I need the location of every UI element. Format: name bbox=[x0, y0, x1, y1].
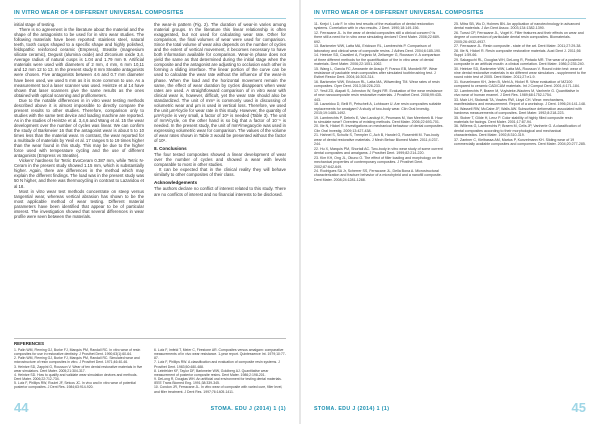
references-list-4 bbox=[454, 22, 586, 147]
reference-item: 28. Ilie N, Hickel R. Resin composite restorative materials. Aust Dent J. 2011;56 Suppl 1:59-66. bbox=[454, 48, 581, 58]
reference-item: 25. Mitra SB, Wu D, Holmes BN. An application of nanotechnology in advanced dental materials. J Am Dent Assoc. 2003;134:1382-1390. bbox=[454, 22, 580, 31]
reference-item: 32. Lambrechts P, Braem M, Vuylsteke-Wauters M, Vanherle G. Quantitative in vivo wear of human enamel. J Dent Res. 1989;68:1752-1754. bbox=[454, 88, 580, 98]
reference-item: 4. Heintze SD. How to qualify and validate wear simulation devices and methods. Dent Mater. 2006;22:712-734. bbox=[14, 372, 138, 382]
reference-item: 13. Barkmeier WW, Latta MA, Erickson RL, Lambrechts P. Comparison of laboratory and clinical wear of composite resins. J Adhes Dent. 2004;6:185-190. bbox=[314, 44, 442, 53]
reference-item: 11. Krejci I, Lutz F. In vitro test results of the evaluation of dental restoration systems. Correlation with in vivo results. J Dent. 1990;18:149-156. bbox=[314, 22, 434, 31]
reference-item: 21. Hahnel S, Schultz S, Trempler C, Ach B, Handel G, Rosentritt M. Two-body wear of dental restorative materials. J Mech Behav Biomed Mater. 2011;4:237-244. bbox=[314, 133, 440, 147]
reference-item: 1. Palin WM, Fleming GJ, Burke FJ, Marquis PM, Randall RC. In vitro wear of resin composites for use in restorative dentistry. J Prosthet Dent. 1990;63(1):60-64. bbox=[14, 348, 141, 357]
section-heading-acknowledgements: Acknowledgements bbox=[154, 180, 198, 186]
reference-item: 26. Turssi CP, Ferracane JL, Vogel K. Filler features and their effects on wear and degree of conversion of particulate dental resin composites. Biomaterials. 2005;26:4932-4937. bbox=[454, 30, 584, 44]
reference-item: 9. DeLong R, Douglas WH. An artificial oral environment for testing dental materials. IEEE Trans Biomed Eng. 1991;38:339-345. bbox=[154, 377, 282, 386]
reference-item: 29. Sakaguchi RL, Douglas WH, DeLong R, Pintado MR. The wear of a posterior composite in an artificial mouth: a clinical correlation. Dent Mater. 1986;2:235-240. bbox=[454, 57, 585, 67]
reference-item: 30. Heintze SD, Barkmeier WW, Latta MA, Rousson V. Round robin test: wear of nine dental restorative materials in six different wear simulators - supplement to the round robin test of 2005. Dent Mater. 2011;27:e1-9. bbox=[454, 66, 586, 80]
header-rule bbox=[14, 18, 286, 19]
reference-item: 37. Zantner C, Kielbassa AM, Martus P, Kunzelmann KH. Sliding wear of 19 commercially available composites and compomers. Dent Mater. 2004;20:277-285. bbox=[454, 137, 586, 147]
running-header: IN VITRO WEAR OF 4 DIFFERENT UNIVERSAL COMPOSITES bbox=[14, 10, 184, 16]
reference-item: 12. Ferracane JL. Is the wear of dental composites still a clinical concern? Is there still a need for in vitro wear simulating devices? Dent Mater. 2006;22:689-692. bbox=[314, 30, 441, 44]
body-column-1 bbox=[14, 22, 144, 219]
reference-item: 10. Condon JR, Ferracane JL. In vitro wear of composite with varied cure, filler level, and filler treatment. J Dent Res. 1997;76:1405-1411. bbox=[154, 385, 283, 394]
reference-item: 34. Wassell RW, McCabe JF, Walls AW. Subsurface deformation associated with hardness measurements of composites. Dent Mater. 1992;8:218-223. bbox=[454, 106, 582, 116]
paragraph: The authors declare no conflict of interest related to this study. There are no conflicts of interest and no financial interests to be disclosed. bbox=[154, 186, 286, 197]
journal-footer: STOMA. EDU J (2014) 1 (1) bbox=[210, 406, 286, 412]
page-number: 45 bbox=[571, 400, 586, 415]
reference-item: 24. Rodrigues SA Jr, Scherrer SS, Ferracane JL, Della Bona A. Microstructural characterization and fracture behavior of a microhybrid and a nanofill composite. Dent Mater. 2008;24:1281-1288. bbox=[314, 168, 442, 182]
paragraph: Vickers' hardness for Tetric EvoCeram 0.387 mm, while Tetric N-Ceram in the present study showed 1.15 mm, which is substantially higher. Again, there are differences in the method which may explain the different findings. The load was in the present study was 50 N higher, and there was thermocycling in contrast to Lazaridou et al 18. bbox=[14, 158, 144, 189]
reference-item: 35. Stober T, Gilde H, Lenz P. Color stability of highly filled composite resin materials for facings. Dent Mater. 2001;17:87-94. bbox=[454, 115, 573, 124]
reference-item: 14. Heintze SD, Cavalleri A, Forjanic M, Zellweger G, Rousson V. A comparison of three different methods for the quantification of the in vitro wear of dental materials. Dent Mater. 2006;22:1051-1062. bbox=[314, 53, 441, 67]
references-rule bbox=[14, 338, 286, 339]
reference-item: 33. Mair LH, Stolarski TA, Vowles RW, Lloyd CH. Wear: mechanisms, manifestations and measurement. Report of a workshop. J Dent. 1996;24:141-148. bbox=[454, 97, 586, 107]
paragraph: The four tested composites showed a linear development of wear over the number of cycles and showed a wear with levels comparable to most in other studies. bbox=[154, 152, 286, 168]
body-column-2 bbox=[154, 22, 286, 197]
paragraph: There is no agreement in the literature about the material and the shape of the antagonists to be used for in vitro wear studies. The following materials have been reported: stainless steel, natural teeth, tooth cusps shaped to a specific shape and highly polished, feldspathic reinforced ceramic (Empress), Steatite (magnesium silicate ceramic), Degusit (alumina oxide) and Zirconium oxide 3,4. Average radius of natural cusps is 1.04 and 1.79 mm 9. Artificial materials were used with diameters of 2 mm, 4 mm, 6 mm 10,11 and 12 mm 12 to 13. In the present study 8 mm Steatite antagonists were chosen. Five antagonists between 4.6 and 0.7 mm diameter have been used, we used 5 mm as it is more common to use. As a measurement tool a laser scanner was used. Heintze et al 14 have shown that laser scanners give the same results as the ones obtained with optical scanning and profilometers. bbox=[14, 27, 144, 98]
running-header: IN VITRO WEAR OF 4 DIFFERENT UNIVERSAL COMPOSITES bbox=[314, 10, 484, 16]
reference-item: 15. Wang L, Garcia FC, Amarante de Araujo P, Franco EB, Mondelli RF. Wear resistance of packable resin composites after simulated toothbrushing test. J Esthet Restor Dent. 2004;16:303-314. bbox=[314, 66, 438, 80]
reference-item: 17. Yesil ZD, Alapati S, Johnston W, Seghi RR. Evaluation of the wear resistance of new nanocomposite resin restorative materials. J Prosthet Dent. 2008;99:435-443. bbox=[314, 88, 443, 102]
reference-item: 36. Willems G, Lambrechts P, Braem M, Celis JP, Vanherle G. A classification of dental composites according to their morphological and mechanical characteristics. Dent Mater. 1992;8:310-319. bbox=[454, 124, 581, 138]
reference-item: 7. Lutz F, Phillips RW. A classification and evaluation of composite resin systems. J Prosthet Dent. 1983;50:480-488. bbox=[154, 360, 280, 369]
paragraph: the wear-in pattern (Fig. 2). The duration of wear-in varies among material groups. In the literature this linear relationship is often exaggerated, but not used for calculating wear rate. Other for comparison, the final volumes of wear were used for comparison. Since the total volume of wear also depends on the number of cycles and the extent of vertical movement, it becomes necessary to have both information available for comparison. Wear-in phase does not yield the same as that determined during the initial stage when the composite and the antagonist are adjusting to occlusion each other in forming a sliding interface. The linear portion of the curve can be used to calculate the wear rate without the influence of the wear-in phase. When the load and the horizontal movement remain the same, the effect of wear duration by cycles disappears when wear rates are used. A straightforward comparison of in vitro wear with clinical wear is, however, difficult, yet the wear rate should also be standardized. The unit of mm³ is commonly used in discussing of volumetric wear and µm is used in vertical loss. Therefore, we used the unit µm³/cycle for wear rate in this study. However, the quantity of µm³/cycle is very small, a factor of 10⁶ is needed (Table 3). The unit of mm³/cycle, on the other hand is so big that a factor of 10⁻⁶ is needed. In the present study, the unit of mm³/megacycle was used in expressing volumetric wear for comparison. The values of the volume of wear rates shown in Table 3 would be presented without the factor of 10⁶. bbox=[154, 22, 286, 144]
reference-item: 19. Lambrechts P, Debels E, Van Landuyt K, Peumans M, Van Meerbeek B. How to simulate wear? Overview of existing methods. Dent Mater. 2006;22:693-701. bbox=[314, 115, 443, 124]
paragraph: It can be expected that in the clinical reality they will behave similarly to other composites of their class. bbox=[154, 167, 286, 178]
reference-item: 16. Barkmeier WW, Erickson RL, Latta MA, Wilwerding TM. Wear rates of resin composites. Oper Dent. 2013;38:226-233. bbox=[314, 79, 440, 89]
reference-item: 31. Kunzelmann KH, Jelen B, Mehl A, Hickel R. Wear evaluation of MZ100 compared to ceramic CAD/CAM materials. Int J Comput Dent. 2001;4:171-184. bbox=[454, 79, 580, 89]
references-title: REFERENCES bbox=[14, 341, 45, 346]
reference-item: 22. Hu X, Marquis PM, Shortall AC. Two-body in vitro wear study of some current dental composites and amalgams. J Prosthet Dent. 1999;82:214-220. bbox=[314, 146, 443, 156]
reference-item: 2. Palin WM, Fleming GJ, Burke FJ, Marquis PM, Randall RC. Simulated wear and microstructure of resin composites in vitro. J Prosthet Dent. 1971;46:40-46. bbox=[14, 356, 140, 365]
journal-footer: STOMA. EDU J (2014) 1 (1) bbox=[314, 406, 390, 412]
paragraph: initial stage of testing. bbox=[14, 22, 56, 27]
reference-item: 3. Heintze SD, Zappini G, Rousson V. Wear of ten dental restorative materials in five wear simulators. Dent Mater. 2005;21:304-317. bbox=[14, 364, 143, 373]
reference-item: 8. Leinfelder KF, Taylor DF, Barkmeier WW, Goldberg AJ. Quantitative wear measurement of posterior composite resins. Dent Mater. 1986;2:198-201. bbox=[154, 368, 269, 377]
references-list-3 bbox=[314, 22, 444, 182]
section-heading-conclusions: 8. Conclusions bbox=[154, 146, 187, 152]
references-list-2 bbox=[154, 348, 286, 394]
right-page bbox=[300, 0, 600, 424]
paragraph: Due to the notable differences in in vitro wear testing methods described above it is almost impossible to directly compare the present results to other studies. Therefore, comparison only to studies with the same test device and loading machine are reported. As in the studies of Heintze et al. 3,4,6 and Wang et al. 15 the wear development over the number of cycles was linear. We can confirm the study of Barkmeier 16 that the antagonist wear is about 5 to 10 times less than the material wear. In contrast, the wear reported for a multitude of materials by Yesil et al. 17 ranges 5 to 19 times higher than the wear found in this study. This may be due to the higher force used with temperature cycling and the use of different antagonists (Empress vs Steatite). bbox=[14, 97, 144, 159]
paragraph: Most in vitro wear test methods concentrate on steep versus tangential wear, whereas vertical abrasion has shown to be the most applicable method of wear testing. Different material parameters have been identified that appear to be of particular interest. The investigation showed that several differences in wear profile were seen between the materials. bbox=[14, 188, 144, 219]
reference-item: 5. Lutz F, Phillips RW, Roulet JF, Setcos JC. In vivo and in vitro wear of potential posterior composites. J Dent Res. 1984;63:914-920. bbox=[14, 381, 136, 390]
header-rule bbox=[314, 18, 586, 19]
reference-item: 20. Ilie N, Hickel R. Investigations on mechanical behaviour of dental composites. Clin Oral Investig. 2009;13:427-438. bbox=[314, 124, 444, 133]
reference-item: 18. Lazaridou D, Belli R, Petschelt A, Lohbauer U. Are resin composites suitable replacements for amalgam? A study of two-body wear. Clin Oral Investig. 2015;19:1485-1492. bbox=[314, 102, 442, 116]
page-number: 44 bbox=[14, 400, 29, 415]
references-list-1 bbox=[14, 348, 144, 390]
reference-item: 23. Kim KH, Ong JL, Okuno O. The effect of filler loading and morphology on the mechanical properties of contemporary composites. J Prosthet Dent. 2002;87:642-649. bbox=[314, 155, 442, 169]
reference-item: 27. Ferracane JL. Resin composite - state of the art. Dent Mater. 2011;27:29-38. bbox=[454, 44, 582, 49]
reference-item: 6. Lutz F, Imfeld T, Meier C, Firestone AR. Composites versus amalgam: comparative measurements of in vivo wear resistance. 1-year report. Quintessence Int. 1979;10:77-87. bbox=[154, 348, 286, 361]
